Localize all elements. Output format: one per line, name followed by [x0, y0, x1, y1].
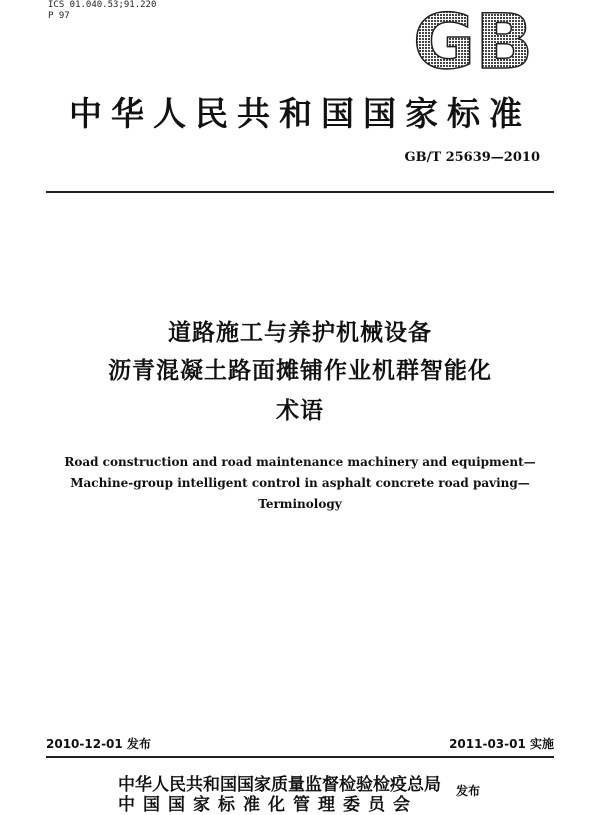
top-rule: [46, 191, 554, 193]
chinese-title-line-2: 沥青混凝土路面摊铺作业机群智能化: [108, 358, 492, 384]
national-standard-title: 中华人民共和国国家标准: [69, 94, 531, 133]
gb-logo: [398, 8, 548, 72]
gb-logo-icon: [398, 8, 548, 72]
english-title-line-3: Terminology: [258, 497, 342, 511]
issuer-line-1: 中华人民共和国国家质量监督检验检疫总局: [118, 775, 441, 795]
bottom-rule: [46, 756, 554, 758]
english-title-line-1: Road construction and road maintenance machinery and equipment—: [64, 455, 536, 469]
standard-number: GB/T 25639—2010: [404, 150, 540, 165]
english-title-line-2: Machine-group intelligent control in asphalt concrete road paving—: [70, 476, 530, 490]
publish-label: 发布: [456, 784, 481, 798]
ics-code: ICS 01.040.53;91.220: [48, 0, 157, 10]
implementation-date: 2011-03-01 实施: [449, 737, 554, 751]
chinese-title-line-1: 道路施工与养护机械设备: [168, 320, 432, 346]
chinese-title-line-3: 术语: [276, 398, 324, 424]
ccs-code: P 97: [48, 11, 70, 21]
issuer-line-2: 中国国家标准化管理委员会: [118, 795, 418, 815]
issue-date: 2010-12-01 发布: [46, 737, 151, 751]
gb-logo-text: GB: [412, 8, 534, 72]
